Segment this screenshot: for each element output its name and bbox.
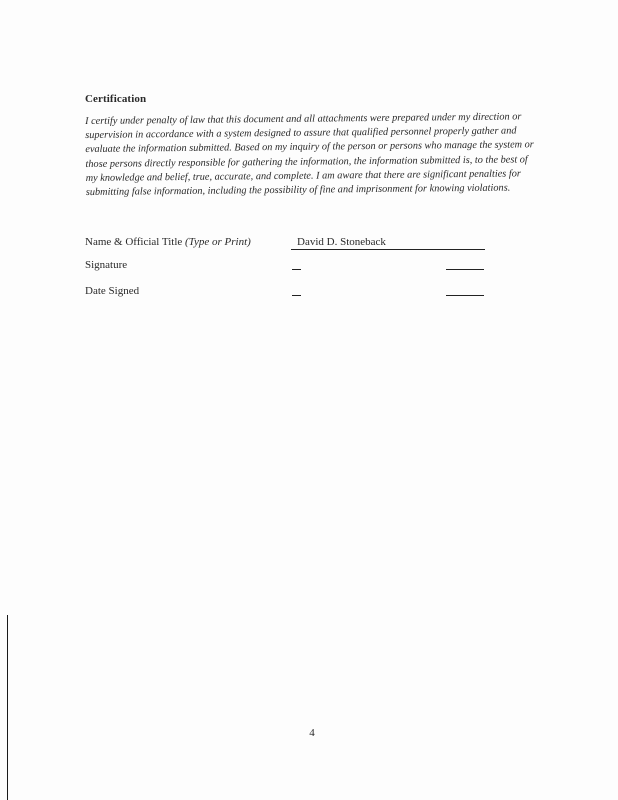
name-title-underline bbox=[291, 249, 485, 250]
page-number: 4 bbox=[309, 727, 315, 739]
scan-edge-line bbox=[7, 615, 8, 800]
name-title-row bbox=[85, 236, 485, 252]
signature-row bbox=[85, 259, 485, 275]
name-title-value: David D. Stoneback bbox=[297, 236, 386, 248]
date-signed-row bbox=[85, 285, 485, 301]
signature-label: Signature bbox=[85, 259, 128, 271]
signature-line-start bbox=[292, 269, 301, 270]
date-signed-label: Date Signed bbox=[85, 285, 140, 297]
date-line-end bbox=[446, 295, 484, 296]
certification-heading: Certification bbox=[85, 93, 147, 105]
name-title-label-text: Name & Official Title bbox=[85, 236, 183, 248]
date-line-start bbox=[292, 295, 301, 296]
certification-statement: I certify under penalty of law that this document and all attachments were prepared under my direction or supervision in accordance with a system designed to assure that qualified personnel properly gather and evaluate the information submitted. Based on my inquiry of the person or persons who manage the system or those persons directly responsible for gathering the information, the information submitted is, to the best of my knowledge and belief, true, accurate, and complete. I am aware that there are significant penalties for submitting false information, including the possibility of fine and imprisonment for knowing violations. bbox=[85, 111, 534, 199]
type-or-print-hint: (Type or Print) bbox=[185, 236, 251, 248]
name-title-label bbox=[85, 236, 251, 248]
signature-line-end bbox=[446, 269, 484, 270]
